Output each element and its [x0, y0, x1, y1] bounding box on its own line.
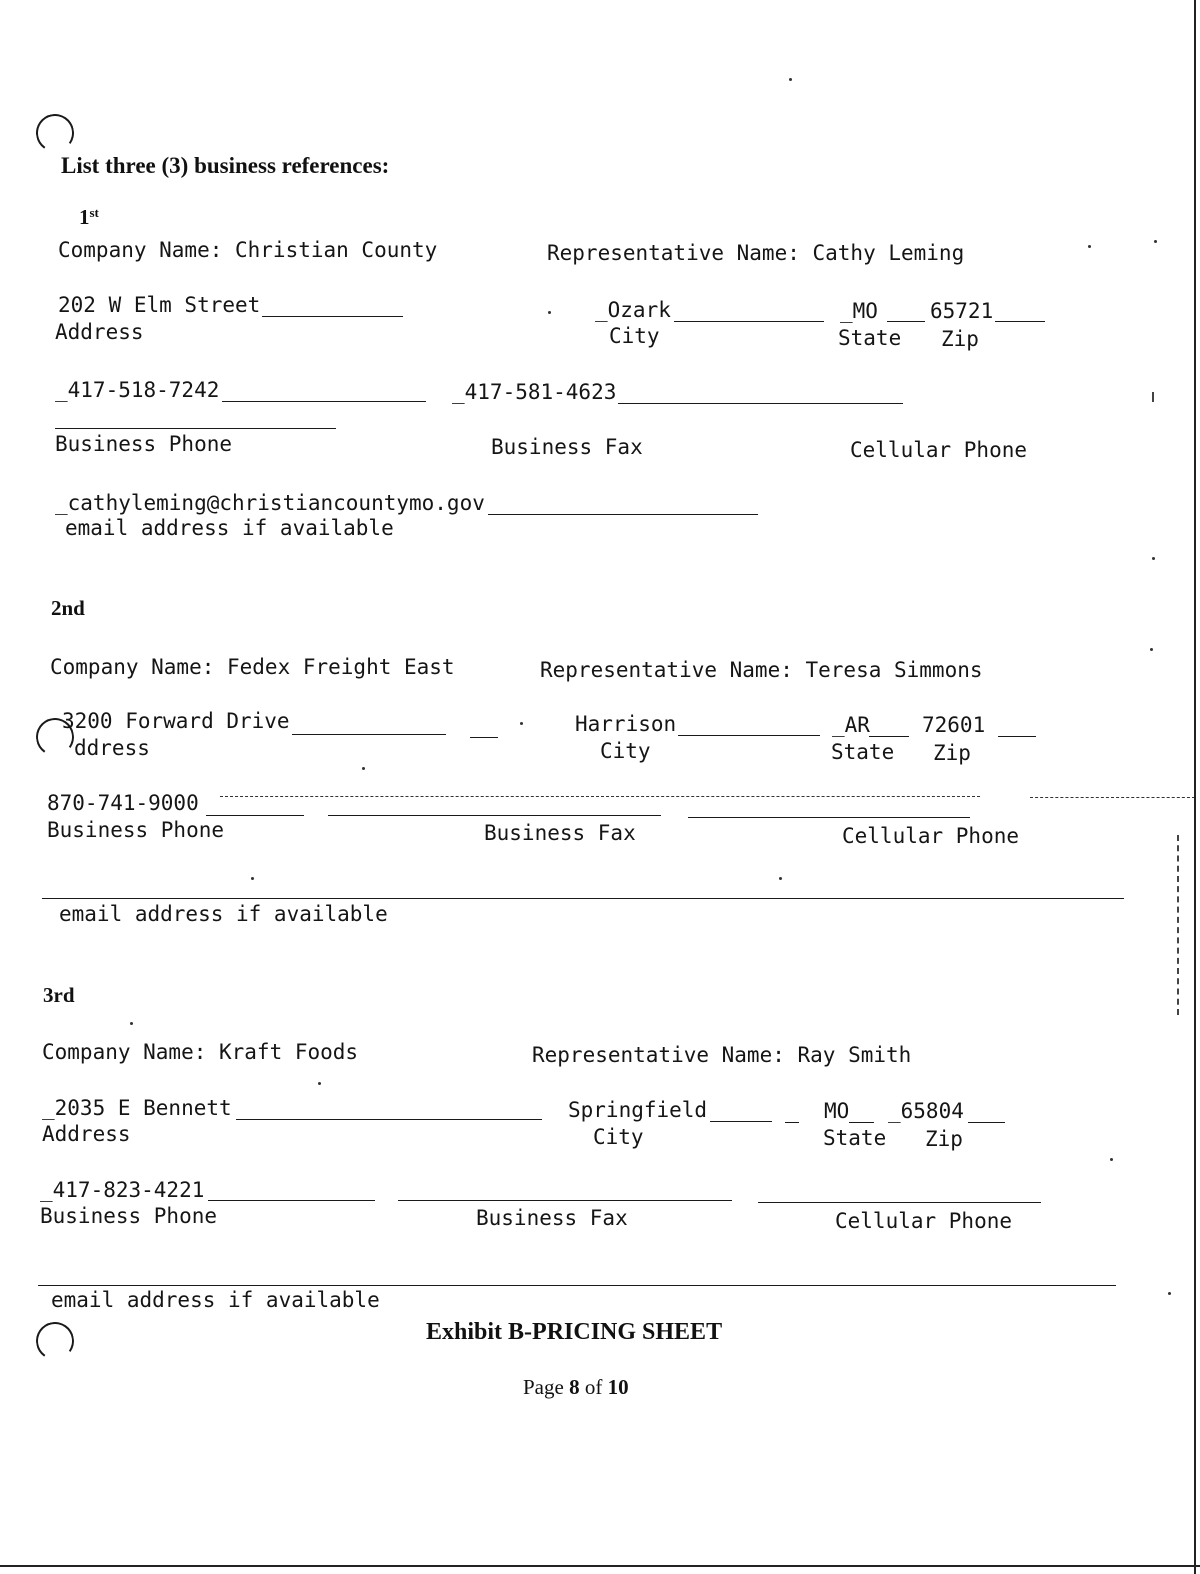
representative-name: Representative Name: Teresa Simmons: [540, 658, 983, 682]
scan-speck: [1154, 240, 1157, 243]
scan-speck: [1168, 1292, 1171, 1295]
address-value: _2035 E Bennett: [42, 1096, 232, 1120]
business-phone-line: [208, 1200, 375, 1201]
business-fax-label: Business Fax: [491, 435, 643, 459]
cellular-phone-label: Cellular Phone: [835, 1209, 1013, 1233]
scan-speck: [362, 767, 365, 770]
state-line: [887, 321, 925, 322]
page-current: 8: [569, 1375, 580, 1399]
ordinal-number: 1: [79, 205, 90, 229]
city-line-extra: [785, 1122, 799, 1123]
company-name: Company Name: Christian County: [58, 238, 438, 262]
business-phone-label: Business Phone: [55, 432, 233, 456]
company-name: Company Name: Kraft Foods: [42, 1040, 359, 1064]
business-fax-line: [618, 403, 903, 404]
page-mid: of: [579, 1375, 608, 1399]
cellular-phone-label: Cellular Phone: [842, 824, 1020, 848]
scan-speck: [779, 877, 782, 880]
business-phone-value: _417-823-4221: [40, 1178, 205, 1202]
address-line: [236, 1119, 542, 1120]
state-line: [869, 736, 909, 737]
zip-value: _65804: [888, 1099, 964, 1123]
state-value: _MO: [840, 299, 878, 323]
email-line: [42, 898, 1124, 899]
zip-line: [998, 736, 1036, 737]
state-label: State: [838, 326, 902, 350]
scan-speck: [1152, 557, 1155, 560]
address-line: [292, 734, 446, 735]
address-label: Address: [42, 1122, 131, 1146]
city-label: City: [593, 1125, 644, 1149]
scan-speck: [251, 877, 254, 880]
zip-label: Zip: [941, 327, 979, 351]
business-phone-line: [206, 815, 304, 816]
scan-speck: [130, 1022, 133, 1025]
city-line: [674, 321, 824, 322]
business-phone-underline: [55, 428, 336, 429]
address-label: ddress: [74, 736, 150, 760]
zip-line: [968, 1122, 1005, 1123]
scan-speck: [789, 78, 792, 81]
zip-label: Zip: [925, 1127, 963, 1151]
scan-dash-line: [1030, 797, 1195, 798]
business-phone-label: Business Phone: [47, 818, 225, 842]
scan-speck: [318, 1082, 321, 1085]
email-label: email address if available: [65, 516, 394, 540]
business-fax-label: Business Fax: [476, 1206, 628, 1230]
business-fax-line: [398, 1200, 732, 1201]
zip-value: 72601: [922, 713, 986, 737]
address-line: [262, 316, 403, 317]
state-label: State: [823, 1126, 887, 1150]
business-fax-value: _417-581-4623: [452, 380, 617, 404]
city-label: City: [609, 324, 660, 348]
zip-line: [995, 321, 1045, 322]
business-fax-line: [328, 815, 661, 816]
punch-hole-icon: [33, 1319, 77, 1363]
email-label: email address if available: [51, 1288, 380, 1312]
business-phone-value: _417-518-7242: [55, 378, 220, 402]
zip-value: 65721: [930, 299, 994, 323]
ordinal-third: 3rd: [43, 983, 75, 1007]
scan-speck: [1110, 1158, 1113, 1161]
cellular-phone-line: [758, 1202, 1041, 1203]
city-line: [678, 735, 820, 736]
company-name: Company Name: Fedex Freight East: [50, 655, 455, 679]
email-line: [38, 1285, 1116, 1286]
scan-edge-bottom: [0, 1565, 1200, 1567]
exhibit-title: Exhibit B-PRICING SHEET: [426, 1319, 723, 1345]
state-value: _AR: [832, 713, 870, 737]
scan-speck: [1150, 648, 1153, 651]
email-value: _cathyleming@christiancountymo.gov: [55, 491, 485, 515]
ordinal-suffix: st: [89, 205, 99, 220]
page-prefix: Page: [523, 1375, 570, 1399]
city-value: Springfield: [568, 1098, 708, 1122]
state-label: State: [831, 740, 895, 764]
zip-label: Zip: [933, 741, 971, 765]
representative-name: Representative Name: Ray Smith: [532, 1043, 912, 1067]
scan-speck: [1088, 245, 1091, 248]
scan-edge-right: [1194, 0, 1196, 1574]
scan-speck: [520, 722, 523, 725]
section-heading: List three (3) business references:: [61, 153, 390, 178]
email-line: [488, 514, 758, 515]
state-line: [849, 1122, 874, 1123]
city-line: [710, 1121, 772, 1122]
email-label: email address if available: [59, 902, 388, 926]
representative-name: Representative Name: Cathy Leming: [547, 241, 965, 265]
scan-speck: [548, 311, 551, 314]
business-phone-value: 870-741-9000: [47, 791, 199, 815]
city-value: Harrison: [575, 712, 677, 736]
address-value: 3200 Forward Drive: [62, 709, 290, 733]
scan-dash-line: [220, 796, 980, 797]
cellular-phone-label: Cellular Phone: [850, 438, 1028, 462]
address-line-extra: [470, 737, 498, 738]
address-value: 202 W Elm Street: [58, 293, 261, 317]
business-phone-label: Business Phone: [40, 1204, 218, 1228]
state-value: MO: [824, 1099, 850, 1123]
business-phone-line: [222, 401, 426, 402]
page-number: [523, 1377, 629, 1398]
address-label: Address: [55, 320, 144, 344]
scan-margin-mark: [1177, 835, 1179, 1015]
city-label: City: [600, 739, 651, 763]
ordinal-second: 2nd: [51, 596, 85, 620]
punch-hole-icon: [33, 111, 77, 155]
business-fax-label: Business Fax: [484, 821, 636, 845]
city-value: _Ozark: [595, 298, 671, 322]
cellular-phone-line: [688, 817, 970, 818]
scan-margin-mark: [1152, 392, 1154, 402]
page-total: 10: [607, 1375, 629, 1399]
